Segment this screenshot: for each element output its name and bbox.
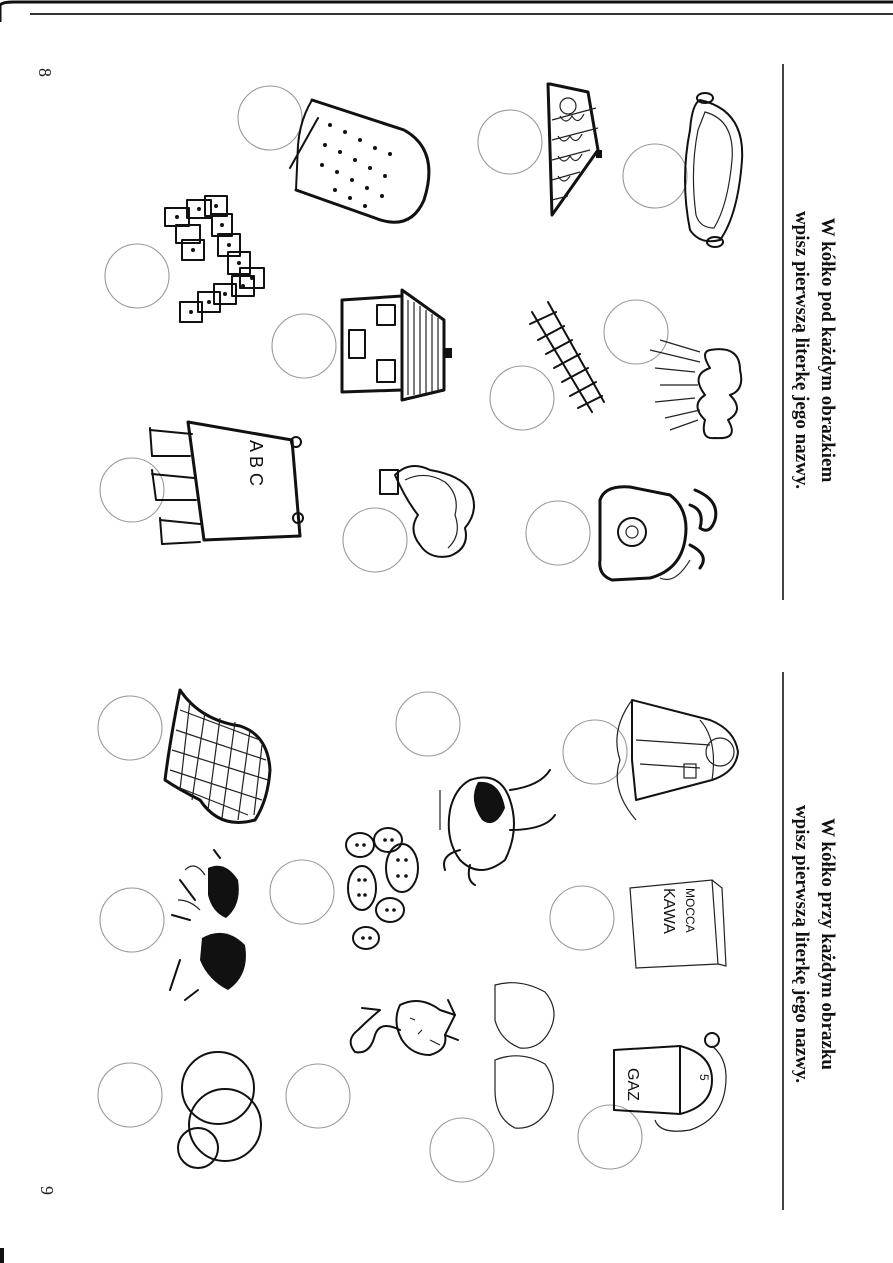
answer-circle-17[interactable] bbox=[98, 1063, 162, 1127]
steam-picture bbox=[380, 466, 474, 557]
box-label-mocca: MOCCA bbox=[683, 888, 697, 933]
instruction-bottom-line2: wpisz pierwszą literkę jego nazwy. bbox=[791, 804, 812, 1084]
answer-circle-10[interactable] bbox=[526, 501, 590, 565]
house-picture bbox=[342, 290, 452, 400]
rings-picture bbox=[178, 1052, 261, 1168]
answer-circle-16[interactable] bbox=[550, 886, 614, 950]
gas-bottle-picture bbox=[614, 1033, 726, 1131]
page-number-top: 8 bbox=[35, 68, 55, 77]
answer-circle-15[interactable] bbox=[100, 888, 164, 952]
answer-circle-18[interactable] bbox=[286, 1064, 350, 1128]
answer-circle-1[interactable] bbox=[238, 86, 302, 150]
birds-picture bbox=[170, 850, 246, 1000]
answer-circle-14[interactable] bbox=[270, 860, 334, 924]
page-number-bottom: 9 bbox=[37, 1186, 57, 1195]
instruction-bottom-line1: W kółko przy każdym obrazku bbox=[817, 818, 838, 1070]
telephone-picture bbox=[600, 487, 716, 580]
box-label-kawa: KAWA bbox=[660, 888, 677, 934]
tray-picture bbox=[685, 93, 742, 247]
pillows-picture bbox=[495, 983, 554, 1129]
answer-circle-12[interactable] bbox=[396, 692, 460, 756]
goose-picture bbox=[440, 770, 555, 885]
dominoes-picture bbox=[165, 196, 264, 322]
rails-picture bbox=[530, 302, 604, 412]
gas-small-label: 5 bbox=[697, 1074, 711, 1081]
jacket-picture bbox=[617, 700, 738, 820]
answer-circle-20[interactable] bbox=[578, 1105, 642, 1169]
buttons-picture bbox=[346, 828, 418, 949]
answer-circle-3[interactable] bbox=[623, 144, 687, 208]
net-picture bbox=[165, 690, 270, 823]
answer-circle-9[interactable] bbox=[343, 508, 407, 572]
answer-circle-5[interactable] bbox=[272, 314, 336, 378]
answer-circle-2[interactable] bbox=[478, 110, 542, 174]
margin-mark bbox=[0, 1248, 4, 1263]
answer-circle-7[interactable] bbox=[490, 366, 554, 430]
cat-picture bbox=[351, 1000, 458, 1055]
grater-picture bbox=[290, 100, 429, 222]
coffee-box-picture bbox=[630, 880, 726, 968]
instruction-top-line2: wpisz pierwszą literkę jego nazwy. bbox=[791, 210, 812, 490]
answer-circle-4[interactable] bbox=[105, 244, 169, 308]
answer-circle-6[interactable] bbox=[604, 300, 668, 364]
instruction-top-line1: W kółko pod każdym obrazkiem bbox=[817, 217, 838, 483]
gas-label: GAZ bbox=[624, 1068, 641, 1101]
answer-circle-11[interactable] bbox=[98, 696, 162, 760]
board-letters: A B C bbox=[246, 440, 266, 487]
answer-circle-19[interactable] bbox=[430, 1118, 494, 1182]
rain-cloud-picture bbox=[650, 340, 741, 438]
school-board-picture bbox=[150, 422, 303, 544]
roof-tiles-picture bbox=[548, 84, 602, 215]
